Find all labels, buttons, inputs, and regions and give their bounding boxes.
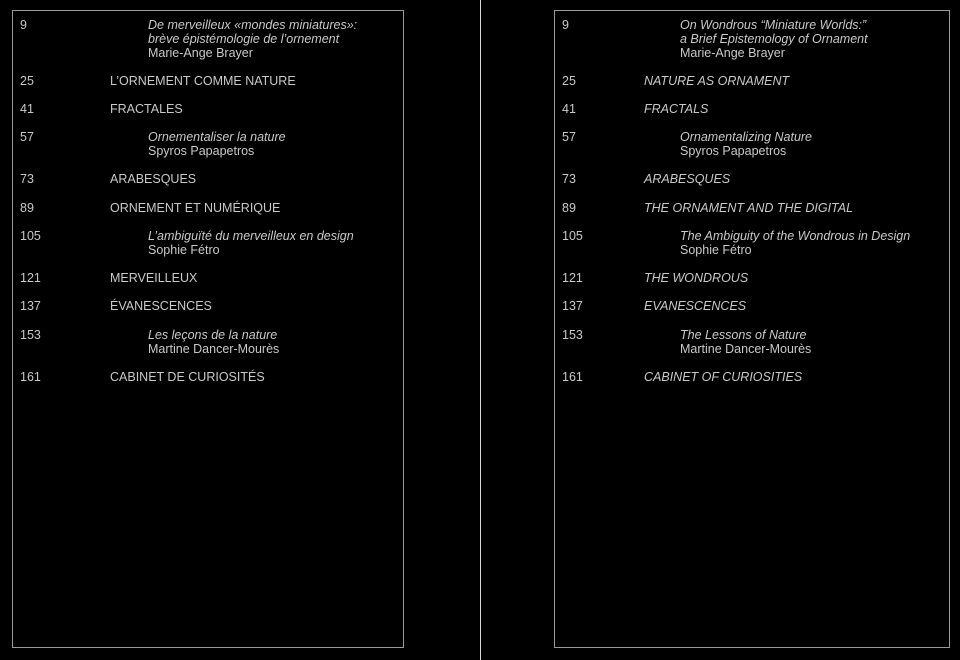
essay-title-line: Ornementaliser la nature [148,130,286,144]
section-title: ORNEMENT ET NUMÉRIQUE [110,201,281,215]
page-number: 153 [562,328,583,342]
essay-author: Spyros Papapetros [148,144,255,158]
essay-title-line: De merveilleux «mondes miniatures»: [148,18,358,32]
page-number: 89 [562,201,576,215]
page-number: 73 [20,172,34,186]
section-title: FRACTALES [110,102,183,116]
essay-author: Sophie Fétro [680,243,752,257]
section-title: THE WONDROUS [644,271,749,285]
section-title: ARABESQUES [644,172,731,186]
essay-title-line: Les leçons de la nature [148,328,278,342]
section-title: L’ORNEMENT COMME NATURE [110,74,296,88]
page-number: 9 [20,18,27,32]
page-number: 25 [20,74,34,88]
section-title: NATURE AS ORNAMENT [644,74,790,88]
section-title: CABINET DE CURIOSITÉS [110,370,265,384]
essay-title-line: The Lessons of Nature [680,328,807,342]
page-number: 9 [562,18,569,32]
toc-page-french [12,10,404,648]
essay-author: Spyros Papapetros [680,144,787,158]
page-number: 89 [20,201,34,215]
essay-title-line: The Ambiguity of the Wondrous in Design [680,229,911,243]
essay-author: Martine Dancer-Mourès [148,342,280,356]
page-number: 137 [20,299,41,313]
page-number: 57 [562,130,576,144]
section-title: ARABESQUES [110,172,197,186]
page-number: 41 [20,102,34,116]
page-number: 121 [20,271,41,285]
page-number: 105 [20,229,41,243]
page-number: 73 [562,172,576,186]
page-number: 137 [562,299,583,313]
section-title: THE ORNAMENT AND THE DIGITAL [644,201,854,215]
essay-author: Sophie Fétro [148,243,220,257]
page-number: 121 [562,271,583,285]
essay-title-line: a Brief Epistemology of Ornament [680,32,868,46]
section-title: CABINET OF CURIOSITIES [644,370,803,384]
page-number: 161 [20,370,41,384]
page-number: 41 [562,102,576,116]
toc-page-english [554,10,950,648]
essay-author: Martine Dancer-Mourès [680,342,812,356]
essay-title-line: Ornamentalizing Nature [680,130,813,144]
essay-author: Marie-Ange Brayer [680,46,785,60]
essay-author: Marie-Ange Brayer [148,46,253,60]
essay-title-line: On Wondrous “Miniature Worlds:” [680,18,867,32]
essay-title-line: L’ambiguïté du merveilleux en design [148,229,354,243]
section-title: EVANESCENCES [644,299,747,313]
section-title: FRACTALS [644,102,709,116]
section-title: ÉVANESCENCES [110,299,212,313]
page-number: 57 [20,130,34,144]
page-number: 105 [562,229,583,243]
page-number: 153 [20,328,41,342]
page-number: 161 [562,370,583,384]
book-spine [480,0,481,660]
page-number: 25 [562,74,576,88]
essay-title-line: brève épistémologie de l’ornement [148,32,340,46]
section-title: MERVEILLEUX [110,271,198,285]
